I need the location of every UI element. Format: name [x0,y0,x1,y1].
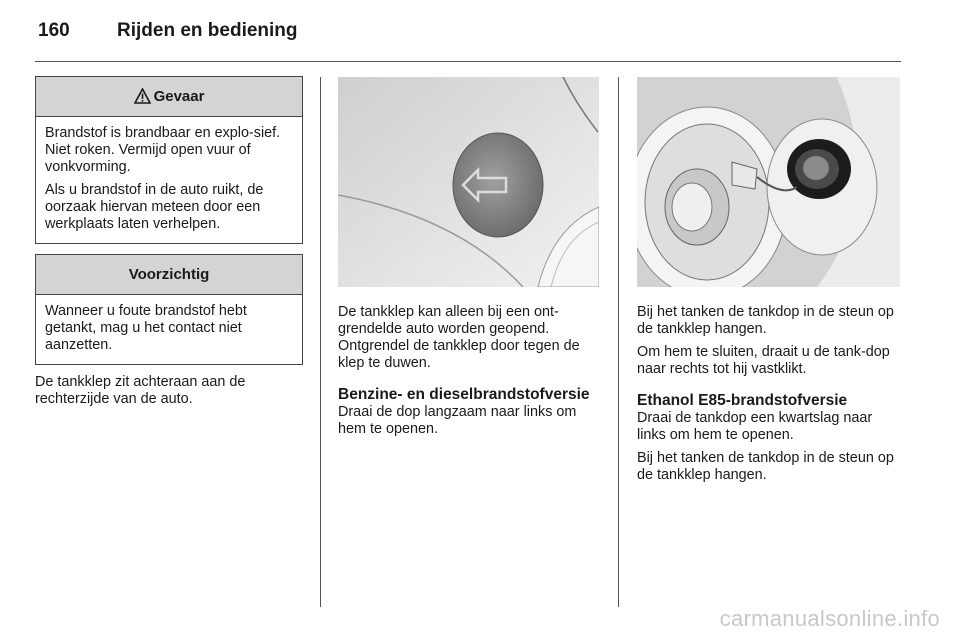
danger-box [35,76,303,244]
section-heading: Benzine- en dieselbrandstofversie [338,386,590,403]
section-heading: Ethanol E85-brandstofversie [637,392,848,409]
body-paragraph: De tankklep kan alleen bij een ont-grendelde auto worden geopend. Ontgrendel de tankklep door tegen de klep te duwen. [338,304,580,371]
header-rule [35,61,901,62]
danger-paragraph: Brandstof is brandbaar en explo-sief. Niet roken. Vermijd open vuur of vonkvorming. [45,125,281,175]
column-divider-1 [320,77,321,607]
body-paragraph: Draai de dop langzaam naar links om hem te openen. [338,404,577,437]
watermark: carmanualsonline.info [719,606,940,631]
body-paragraph: Om hem te sluiten, draait u de tank-dop naar rechts tot hij vastklikt. [637,344,890,377]
caution-box-header: Voorzichtig [36,255,302,295]
warning-triangle-icon [134,80,151,119]
page-number: 160 [38,20,70,41]
body-paragraph: Draai de tankdop een kwartslag naar links om hem te openen. [637,410,873,443]
body-paragraph: Bij het tanken de tankdop in de steun op de tankklep hangen. [637,450,894,483]
body-paragraph: Bij het tanken de tankdop in de steun op de tankklep hangen. [637,304,894,337]
column-divider-2 [618,77,619,607]
page-title: Rijden en bediening [117,20,298,41]
column1-body [35,374,301,414]
caution-box-body [36,295,302,364]
danger-box-header [36,77,302,117]
fuel-cap-open-image [637,77,900,287]
body-paragraph: De tankklep zit achteraan aan de rechterzijde van de auto. [35,374,246,407]
danger-paragraph: Als u brandstof in de auto ruikt, de oorzaak hiervan meteen door een werkplaats laten verhelpen. [45,182,264,232]
fuel-flap-closed-image [338,77,599,287]
danger-box-title: Gevaar [153,88,205,105]
caution-paragraph: Wanneer u foute brandstof hebt getankt, mag u het contact niet aanzetten. [45,303,247,353]
danger-box-body [36,117,302,243]
caution-box [35,254,303,365]
column3-text [637,304,903,490]
column2-text [338,304,603,444]
